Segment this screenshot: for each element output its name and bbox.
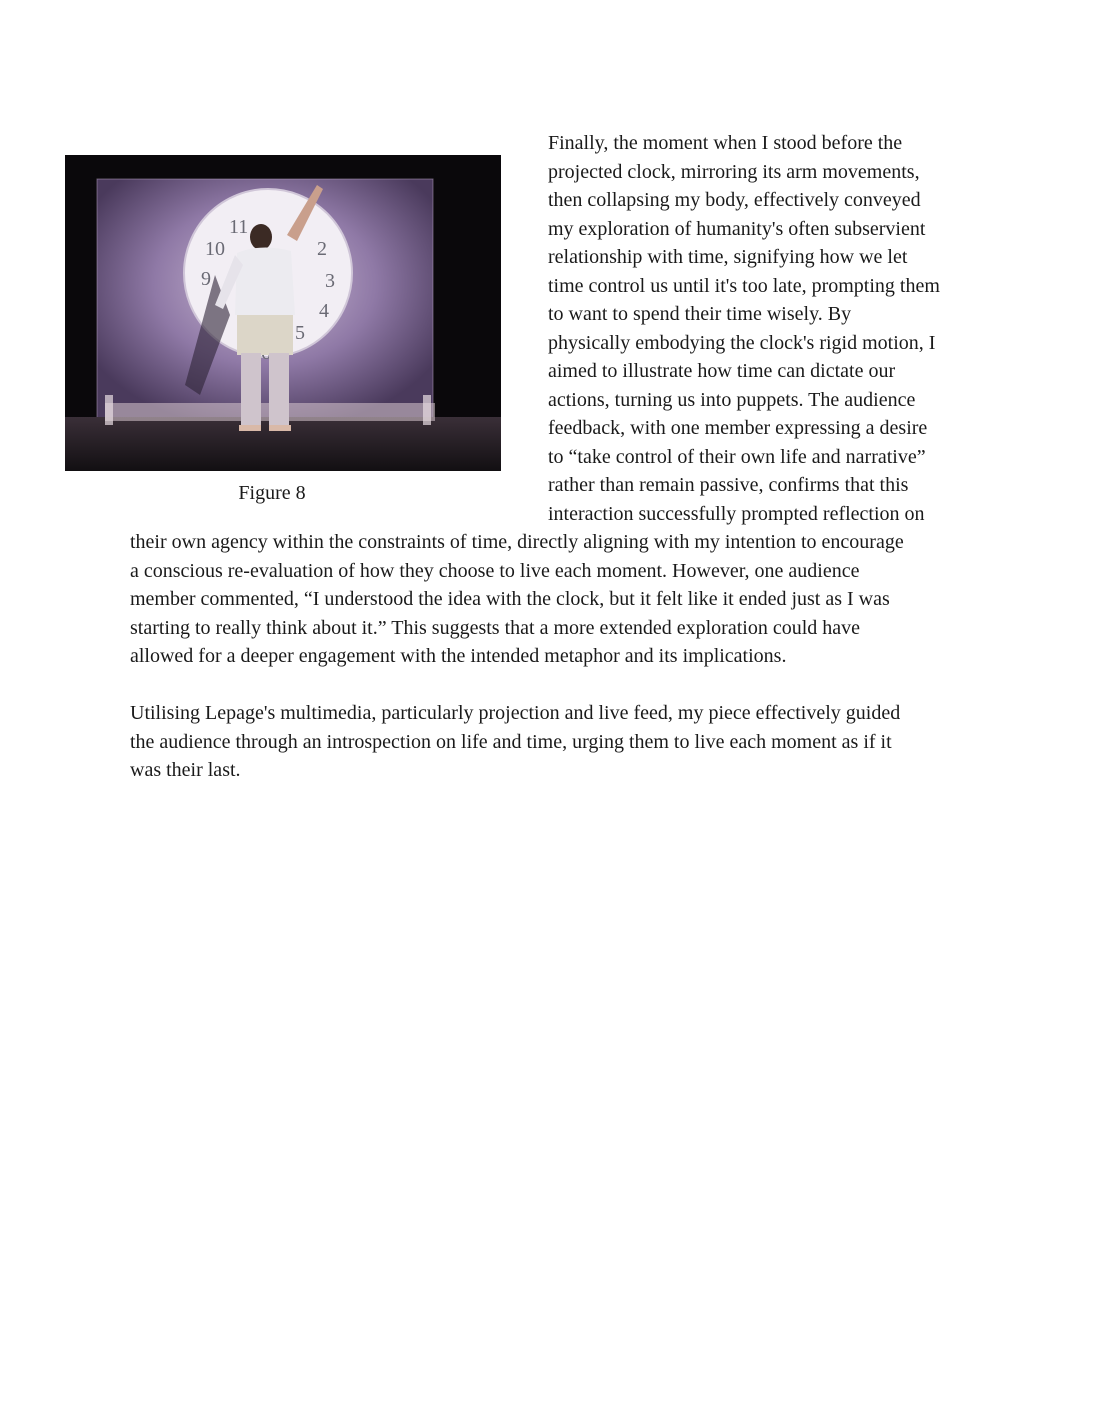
side-paragraph	[548, 129, 988, 528]
text-line: to “take control of their own life and narrative”	[548, 445, 926, 468]
text-line: member commented, “I understood the idea with the clock, but it felt like it ended just as I was	[130, 588, 890, 610]
text-line: time control us until it's too late, prompting them	[548, 274, 940, 297]
clock-numeral: 2	[317, 238, 327, 260]
text-line: starting to really think about it.” This suggests that a more extended exploration could have	[130, 616, 861, 639]
stage-performance-photo	[65, 155, 501, 471]
text-line: was their last.	[130, 759, 241, 781]
text-line: relationship with time, signifying how we let	[548, 246, 908, 268]
figure-caption: Figure 8	[238, 482, 306, 504]
figure-8-photo	[65, 155, 501, 471]
text-line: to want to spend their time wisely. By	[548, 303, 852, 325]
text-line: then collapsing my body, effectively conveyed	[548, 189, 921, 211]
text-line: physically embodying the clock's rigid motion, I	[548, 331, 936, 354]
text-line: Finally, the moment when I stood before the	[548, 132, 903, 154]
clock-numeral: 3	[325, 270, 335, 292]
clock-numeral: 9	[201, 268, 211, 290]
text-line: Utilising Lepage's multimedia, particularly projection and live feed, my piece effectively guided	[130, 702, 901, 724]
clock-numeral: 5	[295, 322, 305, 344]
clock-numeral: 11	[229, 216, 249, 238]
text-line: actions, turning us into puppets. The audience	[548, 388, 916, 411]
paragraph-conclusion	[130, 699, 980, 785]
clock-numeral: 10	[205, 238, 225, 260]
text-line: a conscious re-evaluation of how they choose to live each moment. However, one audience	[130, 559, 860, 582]
text-line: rather than remain passive, confirms that this	[548, 474, 909, 496]
text-line: feedback, with one member expressing a desire	[548, 417, 928, 439]
text-line: my exploration of humanity's often subservient	[548, 217, 926, 240]
text-line: their own agency within the constraints of time, directly aligning with my intention to encourage	[130, 531, 904, 553]
text-line: interaction successfully prompted reflection on	[548, 502, 925, 525]
text-line: aimed to illustrate how time can dictate our	[548, 360, 896, 382]
paragraph-continuation	[130, 528, 980, 671]
text-line: the audience through an introspection on life and time, urging them to live each moment as if it	[130, 730, 892, 753]
clock-numeral: 4	[319, 300, 329, 322]
text-line: projected clock, mirroring its arm movements,	[548, 160, 920, 183]
body-text	[130, 528, 980, 785]
text-line: allowed for a deeper engagement with the intended metaphor and its implications.	[130, 645, 787, 667]
